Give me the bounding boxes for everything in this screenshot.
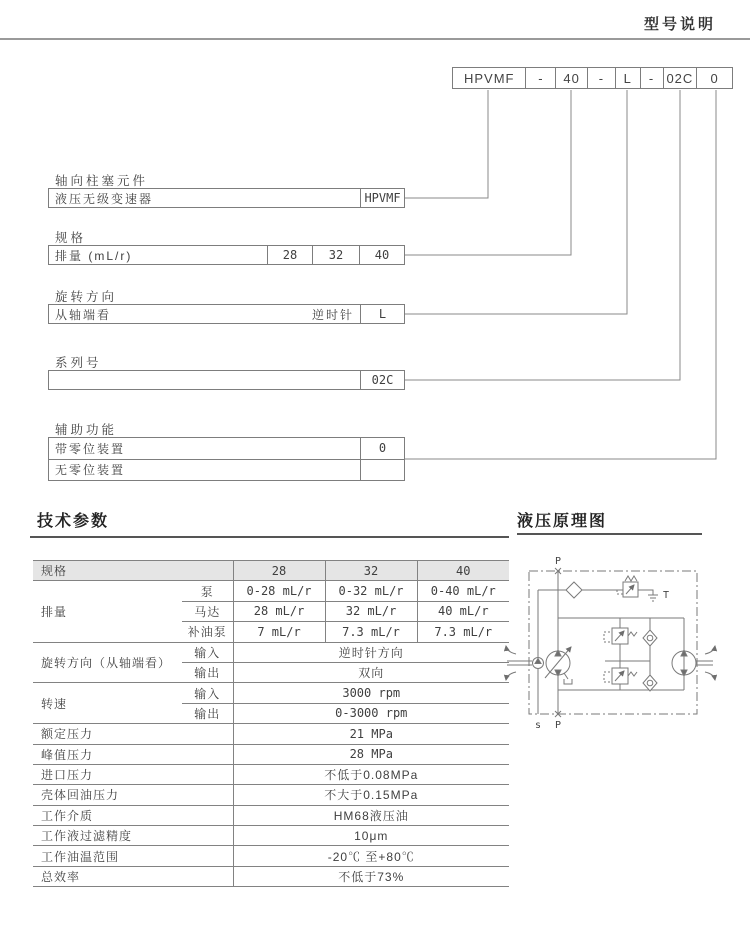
row-sublabel: 输出 (182, 662, 233, 682)
breakdown-code: 0 (360, 438, 404, 459)
cell-value: 不低于73% (233, 866, 509, 886)
breakdown-code: 28 (267, 246, 312, 264)
cell-value: 7 mL/r (233, 622, 325, 642)
row-label: 工作介质 (33, 805, 233, 825)
section-label: 规格 (55, 231, 87, 245)
tech-params-heading: 技术参数 (37, 513, 110, 530)
table-row (33, 826, 509, 846)
breakdown-text: 排量 (mL/r) (55, 248, 133, 263)
table-row (33, 683, 509, 703)
breakdown-code: 02C (360, 371, 404, 389)
breakdown-row (48, 245, 405, 265)
row-label: 峰值压力 (33, 744, 233, 764)
breakdown-text-right: 逆时针 (311, 307, 354, 322)
row-label: 总效率 (33, 866, 233, 886)
section-label: 旋转方向 (55, 290, 118, 304)
schematic-heading: 液压原理图 (517, 513, 608, 530)
spring-icon (628, 632, 637, 636)
breakdown-code: 40 (359, 246, 404, 264)
model-code-cell: HPVMF (463, 70, 515, 86)
header-cell: 28 (233, 561, 325, 581)
breakdown-text-left: 从轴端看 (55, 307, 112, 322)
section-label: 轴向柱塞元件 (55, 174, 149, 188)
port-label-t: T (663, 590, 670, 601)
row-label: 转速 (33, 683, 182, 724)
table-row (33, 642, 509, 662)
breakdown-text: 无零位装置 (55, 463, 126, 478)
table-row (33, 805, 509, 825)
tank-icon (648, 595, 658, 601)
spring-icon (625, 576, 637, 581)
model-code-cell: 40 (555, 68, 587, 88)
breakdown-row (48, 304, 405, 324)
cell-value: 不大于0.15MPa (233, 785, 509, 805)
spring-icon (628, 672, 637, 676)
row-label: 排量 (33, 581, 182, 642)
tech-params-table (33, 560, 509, 887)
row-sublabel: 泵 (182, 581, 233, 601)
cell-value: 7.3 mL/r (417, 622, 509, 642)
cell-value: 32 mL/r (325, 601, 417, 621)
breakdown-row (48, 370, 405, 390)
model-code-cell: 0 (696, 68, 732, 88)
cell-value: 3000 rpm (233, 683, 509, 703)
model-code-cell: L (615, 68, 640, 88)
port-label-s: s (534, 720, 542, 731)
header-cell: 规格 (33, 561, 233, 581)
check-valve-icon (643, 675, 657, 691)
table-row (33, 764, 509, 784)
row-label: 工作液过滤精度 (33, 826, 233, 846)
cell-value: 40 mL/r (417, 601, 509, 621)
schematic-rule (517, 533, 702, 535)
row-label: 工作油温范围 (33, 846, 233, 866)
breakdown-text (49, 371, 360, 389)
breakdown-text: 带零位装置 (55, 441, 126, 456)
hydraulic-schematic (513, 550, 748, 740)
table-row (33, 785, 509, 805)
breakdown-text (49, 305, 360, 323)
table-row (33, 724, 509, 744)
tech-params-rule (30, 536, 509, 538)
cell-value: 0-32 mL/r (325, 581, 417, 601)
model-code-separator: - (640, 68, 663, 88)
cell-value: -20℃ 至+80℃ (233, 846, 509, 866)
check-valve-icon (643, 630, 657, 646)
breakdown-code: L (360, 305, 404, 323)
cell-value: 逆时针方向 (233, 642, 509, 662)
row-label: 额定压力 (33, 724, 233, 744)
cell-value: 28 mL/r (233, 601, 325, 621)
model-code-separator: - (525, 68, 555, 88)
cell-value: 双向 (233, 662, 509, 682)
table-header-row (33, 561, 509, 581)
table-row (33, 866, 509, 886)
page-title: 型号说明 (644, 16, 717, 33)
port-label-p-bottom: P (554, 720, 562, 731)
row-sublabel: 输入 (182, 642, 233, 662)
cell-value: 0-3000 rpm (233, 703, 509, 723)
header-cell: 40 (417, 561, 509, 581)
row-sublabel: 输出 (182, 703, 233, 723)
cell-value: 0-40 mL/r (417, 581, 509, 601)
section-label: 系列号 (55, 356, 102, 370)
input-shaft (507, 661, 532, 665)
breakdown-row (48, 188, 405, 208)
port-label-p-top: P (554, 556, 562, 567)
filter-icon (566, 582, 582, 598)
breakdown-row (48, 437, 405, 481)
table-row (33, 744, 509, 764)
breakdown-code (360, 460, 404, 481)
cell-value: 10μm (233, 826, 509, 846)
breakdown-code: 32 (312, 246, 359, 264)
header-cell: 32 (325, 561, 417, 581)
table-row (33, 846, 509, 866)
pump-drain (564, 673, 572, 684)
cell-value: 28 MPa (233, 744, 509, 764)
row-sublabel: 补油泵 (182, 622, 233, 642)
row-label: 进口压力 (33, 764, 233, 784)
breakdown-code: HPVMF (360, 189, 404, 207)
breakdown-text: 液压无级变速器 (55, 191, 154, 206)
table-row (33, 581, 509, 601)
model-code-cell: 02C (663, 68, 697, 88)
cell-value: 21 MPa (233, 724, 509, 744)
row-sublabel: 马达 (182, 601, 233, 621)
row-label: 壳体回油压力 (33, 785, 233, 805)
cell-value: HM68液压油 (233, 805, 509, 825)
output-shaft (696, 661, 713, 665)
cell-value: 7.3 mL/r (325, 622, 417, 642)
model-code-separator: - (587, 68, 615, 88)
row-sublabel: 输入 (182, 683, 233, 703)
cell-value: 不低于0.08MPa (233, 764, 509, 784)
section-label: 辅助功能 (55, 423, 118, 437)
cell-value: 0-28 mL/r (233, 581, 325, 601)
row-label: 旋转方向（从轴端看） (33, 642, 182, 683)
